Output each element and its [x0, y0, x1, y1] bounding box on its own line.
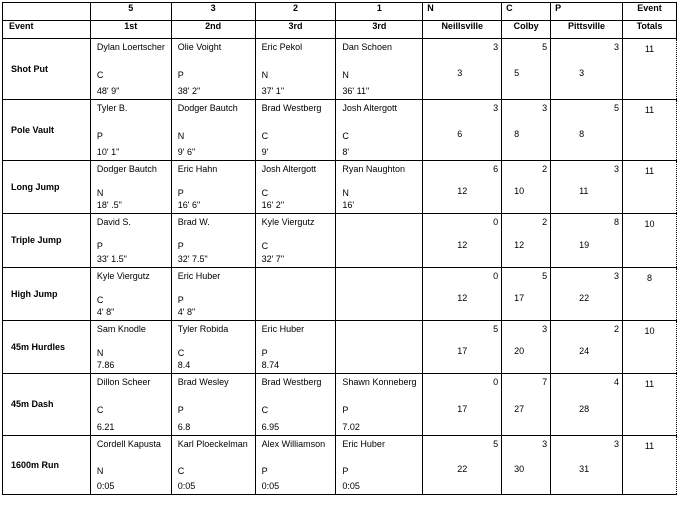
athlete-name: Olie Voight — [177, 42, 222, 52]
athlete-team: N — [177, 131, 185, 141]
athlete-name: David S. — [96, 217, 131, 227]
points-2nd: 3 — [171, 3, 255, 21]
team-score-cell — [502, 100, 551, 161]
event-points: 0 — [493, 271, 499, 281]
place-entry — [336, 39, 422, 99]
event-total: 11 — [623, 161, 677, 214]
athlete-mark: 8.74 — [261, 360, 280, 370]
running-total: 12 — [457, 186, 468, 196]
place-cell — [171, 161, 255, 214]
place-cell — [336, 161, 423, 214]
athlete-mark: 0:05 — [96, 481, 115, 491]
event-points: 6 — [493, 164, 499, 174]
athlete-mark: 8.4 — [177, 360, 191, 370]
place-cell — [90, 214, 171, 268]
event-points: 3 — [542, 439, 548, 449]
running-total: 17 — [457, 346, 468, 356]
team-score-cell — [551, 321, 623, 374]
place-entry — [172, 321, 255, 373]
athlete-name: Cordell Kapusta — [96, 439, 161, 449]
athlete-mark: 7.02 — [342, 422, 360, 432]
place-cell — [255, 161, 336, 214]
event-name: Shot Put — [3, 39, 91, 100]
header-blank — [3, 3, 91, 21]
athlete-name: Eric Hahn — [177, 164, 218, 174]
place-cell — [90, 321, 171, 374]
place-entry — [91, 268, 171, 320]
athlete-team: N — [342, 70, 349, 80]
athlete-name: Tyler B. — [96, 103, 128, 113]
athlete-name: Alex Williamson — [261, 439, 326, 449]
athlete-team: N — [96, 466, 104, 476]
event-name: 1600m Run — [3, 436, 91, 495]
place-entry — [256, 268, 336, 320]
athlete-team: P — [261, 466, 268, 476]
place-cell — [171, 214, 255, 268]
place-cell — [90, 268, 171, 321]
place-cell — [255, 39, 336, 100]
totals-header-bottom: Totals — [623, 21, 677, 39]
athlete-name: Brad Westberg — [261, 377, 322, 387]
athlete-name: Dylan Loertscher — [96, 42, 165, 52]
results-table — [2, 2, 677, 495]
running-total: 19 — [579, 240, 590, 250]
team-neillsville-header: Neillsville — [423, 21, 502, 39]
place-cell — [336, 100, 423, 161]
team-score-cell — [502, 374, 551, 436]
event-row — [3, 321, 677, 374]
running-total: 22 — [579, 293, 590, 303]
running-total: 8 — [579, 129, 585, 139]
athlete-team: C — [342, 131, 349, 141]
team-score-cell — [502, 214, 551, 268]
team-score-cell — [423, 161, 502, 214]
place-entry — [172, 214, 255, 267]
athlete-name: Eric Pekol — [261, 42, 303, 52]
header-row-places — [3, 21, 677, 39]
running-total: 24 — [579, 346, 590, 356]
team-score-cell — [502, 321, 551, 374]
event-points: 5 — [542, 271, 548, 281]
event-points: 0 — [493, 217, 499, 227]
place-cell — [255, 436, 336, 495]
athlete-name: Kyle Viergutz — [96, 271, 150, 281]
place-entry — [336, 436, 422, 494]
place-3rd-header: 3rd — [255, 21, 336, 39]
team-score-cell — [551, 436, 623, 495]
place-entry — [336, 161, 422, 213]
athlete-name: Dodger Bautch — [96, 164, 157, 174]
team-pittsville-header: Pittsville — [551, 21, 623, 39]
athlete-team: N — [261, 70, 269, 80]
team-score-cell — [551, 100, 623, 161]
running-total: 22 — [457, 464, 468, 474]
team-score-cell — [423, 268, 502, 321]
athlete-mark: 37' 1" — [261, 86, 285, 96]
event-total: 10 — [623, 214, 677, 268]
event-points: 2 — [614, 324, 620, 334]
place-cell — [171, 374, 255, 436]
running-total: 12 — [514, 240, 525, 250]
team-score-cell — [423, 321, 502, 374]
athlete-mark: 6.95 — [261, 422, 280, 432]
place-entry — [91, 161, 171, 213]
place-cell — [171, 321, 255, 374]
points-1st: 5 — [90, 3, 171, 21]
team-score-cell — [551, 39, 623, 100]
athlete-team: N — [96, 188, 104, 198]
athlete-mark: 4' 8" — [177, 307, 196, 317]
place-cell — [171, 436, 255, 495]
athlete-name: Brad W. — [177, 217, 210, 227]
event-name: High Jump — [3, 268, 91, 321]
athlete-name: Karl Ploeckelman — [177, 439, 248, 449]
running-total: 20 — [514, 346, 525, 356]
place-cell — [255, 214, 336, 268]
event-points: 8 — [614, 217, 620, 227]
athlete-team: C — [261, 241, 269, 251]
event-points: 3 — [542, 324, 548, 334]
event-points: 3 — [542, 103, 548, 113]
results-sheet — [2, 2, 677, 495]
team-score-cell — [551, 161, 623, 214]
place-cell — [336, 374, 423, 436]
running-total: 11 — [579, 186, 589, 196]
place-entry — [172, 374, 255, 435]
event-row — [3, 161, 677, 214]
team-score-cell — [423, 39, 502, 100]
athlete-team: P — [177, 188, 184, 198]
place-entry — [91, 436, 171, 494]
athlete-name: Brad Wesley — [177, 377, 229, 387]
event-points: 2 — [542, 217, 548, 227]
place-cell — [255, 321, 336, 374]
athlete-team: C — [261, 188, 269, 198]
athlete-mark: 32' 7" — [261, 254, 285, 264]
event-points: 5 — [493, 324, 499, 334]
athlete-mark: 18' .5" — [96, 200, 122, 210]
place-cell — [90, 161, 171, 214]
place-cell — [255, 374, 336, 436]
team-colby-header: Colby — [502, 21, 551, 39]
points-4th: 1 — [336, 3, 423, 21]
running-total: 17 — [457, 404, 468, 414]
event-row — [3, 214, 677, 268]
place-entry — [91, 39, 171, 99]
event-row — [3, 436, 677, 495]
totals-header-top: Event — [623, 3, 677, 21]
event-points: 3 — [493, 103, 499, 113]
place-entry — [256, 214, 336, 267]
athlete-name: Sam Knodle — [96, 324, 146, 334]
team-score-cell — [551, 268, 623, 321]
place-cell — [336, 268, 423, 321]
event-row — [3, 39, 677, 100]
team-score-cell — [423, 100, 502, 161]
athlete-team: C — [96, 295, 104, 305]
team-score-cell — [502, 268, 551, 321]
event-points: 3 — [614, 42, 620, 52]
athlete-mark: 9' — [261, 147, 269, 157]
athlete-team: C — [261, 131, 269, 141]
place-entry — [336, 100, 422, 160]
running-total: 28 — [579, 404, 590, 414]
place-entry — [256, 39, 336, 99]
athlete-team: P — [177, 70, 184, 80]
athlete-team: C — [177, 466, 185, 476]
running-total: 3 — [579, 68, 585, 78]
place-entry — [256, 374, 336, 435]
running-total: 3 — [457, 68, 463, 78]
event-name: 45m Dash — [3, 374, 91, 436]
event-total: 11 — [623, 374, 677, 436]
athlete-mark: 0:05 — [177, 481, 196, 491]
running-total: 5 — [514, 68, 520, 78]
place-cell — [171, 39, 255, 100]
athlete-name: Eric Huber — [342, 439, 385, 449]
athlete-team: P — [177, 405, 184, 415]
place-entry — [91, 100, 171, 160]
athlete-mark: 0:05 — [261, 481, 280, 491]
place-2nd-header: 2nd — [171, 21, 255, 39]
event-points: 4 — [614, 377, 620, 387]
place-entry — [91, 374, 171, 435]
athlete-name: Eric Huber — [261, 324, 305, 334]
team-score-cell — [423, 374, 502, 436]
athlete-team: P — [96, 131, 103, 141]
running-total: 10 — [514, 186, 525, 196]
event-name: Pole Vault — [3, 100, 91, 161]
place-entry — [91, 214, 171, 267]
athlete-name: Tyler Robida — [177, 324, 229, 334]
athlete-name: Dillon Scheer — [96, 377, 151, 387]
event-name: 45m Hurdles — [3, 321, 91, 374]
athlete-mark: 0:05 — [342, 481, 360, 491]
place-cell — [336, 39, 423, 100]
team-score-cell — [551, 374, 623, 436]
running-total: 8 — [514, 129, 520, 139]
event-total: 8 — [623, 268, 677, 321]
athlete-team: P — [342, 466, 349, 476]
place-entry — [172, 100, 255, 160]
team-score-cell — [502, 39, 551, 100]
points-3rd: 2 — [255, 3, 336, 21]
athlete-team: P — [96, 241, 103, 251]
event-points: 5 — [542, 42, 548, 52]
athlete-team: C — [177, 348, 185, 358]
team-code-n: N — [423, 3, 502, 21]
running-total: 27 — [514, 404, 525, 414]
event-rows — [3, 39, 677, 495]
place-cell — [255, 100, 336, 161]
place-cell — [90, 39, 171, 100]
place-entry — [172, 39, 255, 99]
athlete-name: Josh Altergott — [342, 103, 397, 113]
place-entry — [172, 268, 255, 320]
place-cell — [336, 436, 423, 495]
athlete-team: P — [342, 405, 349, 415]
athlete-mark: 38' 2" — [177, 86, 201, 96]
athlete-name: Shawn Konneberg — [342, 377, 417, 387]
athlete-mark: 33' 1.5" — [96, 254, 127, 264]
event-total: 10 — [623, 321, 677, 374]
place-entry — [172, 436, 255, 494]
athlete-name: Kyle Viergutz — [261, 217, 315, 227]
event-points: 0 — [493, 377, 499, 387]
event-points: 3 — [493, 42, 499, 52]
athlete-team: P — [177, 241, 184, 251]
place-cell — [90, 436, 171, 495]
running-total: 6 — [457, 129, 463, 139]
place-cell — [171, 268, 255, 321]
place-entry — [336, 268, 422, 320]
event-points: 7 — [542, 377, 548, 387]
event-points: 3 — [614, 271, 620, 281]
athlete-mark: 32' 7.5" — [177, 254, 208, 264]
athlete-name: Josh Altergott — [261, 164, 317, 174]
event-name: Triple Jump — [3, 214, 91, 268]
running-total: 12 — [457, 293, 468, 303]
team-score-cell — [423, 436, 502, 495]
place-entry — [336, 374, 422, 435]
athlete-team: N — [342, 188, 349, 198]
place-cell — [90, 374, 171, 436]
athlete-mark: 7.86 — [96, 360, 115, 370]
athlete-mark: 36' 11" — [342, 86, 370, 96]
athlete-name: Brad Westberg — [261, 103, 322, 113]
athlete-name: Dodger Bautch — [177, 103, 238, 113]
event-total: 11 — [623, 39, 677, 100]
event-row — [3, 100, 677, 161]
place-cell — [336, 214, 423, 268]
team-code-c: C — [502, 3, 551, 21]
athlete-mark: 16' — [342, 200, 355, 210]
running-total: 30 — [514, 464, 525, 474]
athlete-mark: 4' 8" — [96, 307, 115, 317]
event-points: 3 — [614, 439, 620, 449]
event-total: 11 — [623, 100, 677, 161]
athlete-name: Dan Schoen — [342, 42, 392, 52]
place-cell — [336, 321, 423, 374]
header-row-points — [3, 3, 677, 21]
athlete-team: N — [96, 348, 104, 358]
place-entry — [336, 214, 422, 267]
athlete-team: C — [96, 70, 104, 80]
place-entry — [172, 161, 255, 213]
athlete-mark: 48' 9" — [96, 86, 120, 96]
team-score-cell — [423, 214, 502, 268]
athlete-mark: 6.8 — [177, 422, 191, 432]
place-cell — [255, 268, 336, 321]
place-cell — [171, 100, 255, 161]
place-4th-header: 3rd — [336, 21, 423, 39]
team-score-cell — [502, 161, 551, 214]
event-row — [3, 374, 677, 436]
athlete-mark: 16' 6" — [177, 200, 201, 210]
event-points: 5 — [493, 439, 499, 449]
athlete-team: C — [261, 405, 269, 415]
place-entry — [256, 436, 336, 494]
place-entry — [256, 161, 336, 213]
athlete-mark: 6.21 — [96, 422, 115, 432]
running-total: 17 — [514, 293, 525, 303]
place-entry — [336, 321, 422, 373]
running-total: 31 — [579, 464, 590, 474]
place-entry — [256, 321, 336, 373]
event-total: 11 — [623, 436, 677, 495]
running-total: 12 — [457, 240, 468, 250]
athlete-mark: 10' 1" — [96, 147, 120, 157]
athlete-team: P — [261, 348, 268, 358]
place-cell — [90, 100, 171, 161]
athlete-team: C — [96, 405, 104, 415]
place-entry — [91, 321, 171, 373]
event-column-header: Event — [3, 21, 91, 39]
athlete-team: P — [177, 295, 184, 305]
event-row — [3, 268, 677, 321]
team-score-cell — [502, 436, 551, 495]
event-points: 2 — [542, 164, 548, 174]
event-points: 5 — [614, 103, 620, 113]
athlete-mark: 16' 2" — [261, 200, 285, 210]
place-entry — [256, 100, 336, 160]
athlete-mark: 9' 6" — [177, 147, 196, 157]
athlete-mark: 8' — [342, 147, 350, 157]
event-points: 3 — [614, 164, 620, 174]
event-name: Long Jump — [3, 161, 91, 214]
team-code-p: P — [551, 3, 623, 21]
athlete-name: Eric Huber — [177, 271, 221, 281]
team-score-cell — [551, 214, 623, 268]
athlete-name: Ryan Naughton — [342, 164, 405, 174]
place-1st-header: 1st — [90, 21, 171, 39]
